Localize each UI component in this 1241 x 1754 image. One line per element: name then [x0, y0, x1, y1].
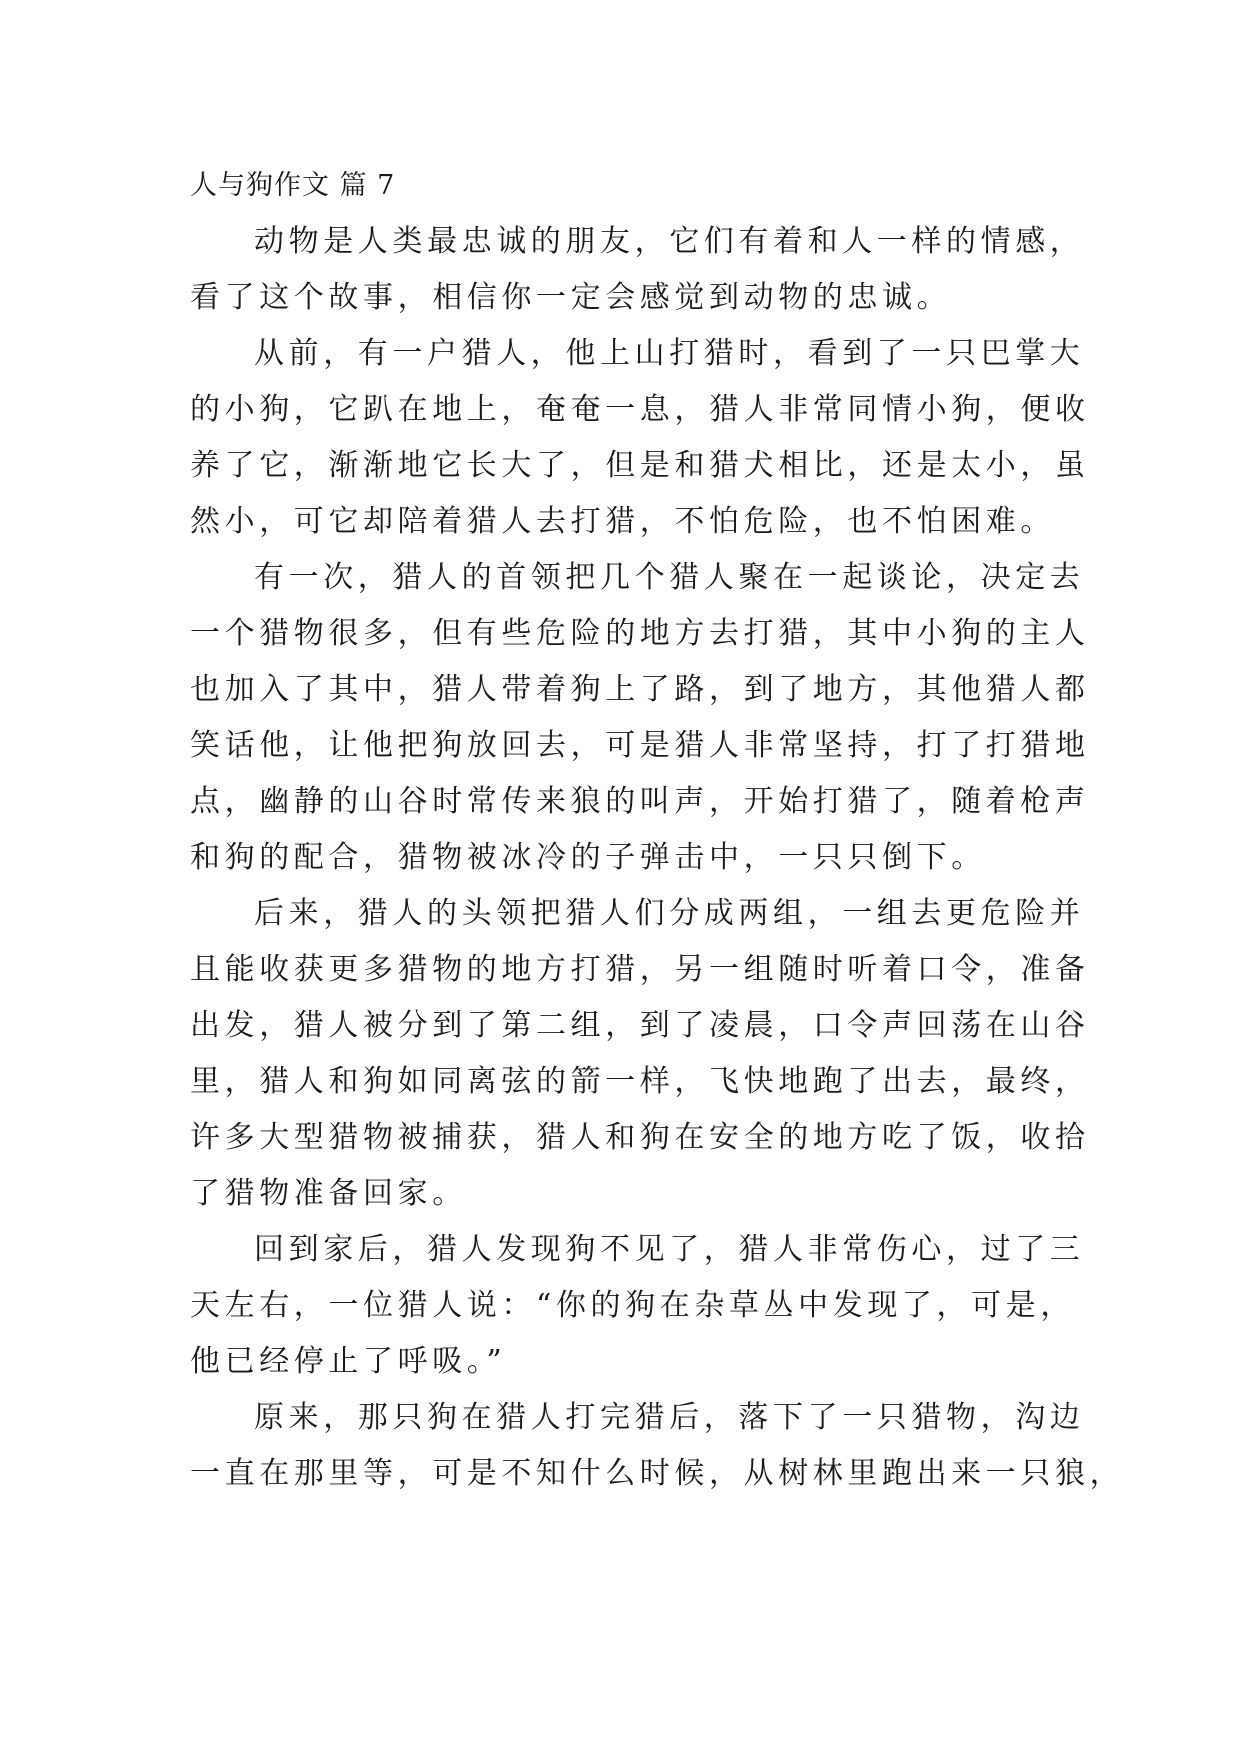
paragraph-line: 从前，有一户猎人，他上山打猎时，看到了一只巴掌大	[254, 336, 1085, 371]
paragraph-line: 动物是人类最忠诚的朋友，它们有着和人一样的情感，	[254, 224, 1085, 259]
paragraph-line: 出发，猎人被分到了第二组，到了凌晨，口令声回荡在山谷	[190, 1008, 1090, 1043]
paragraph-line: 一直在那里等，可是不知什么时候，从树林里跑出来一只狼，	[190, 1456, 1125, 1491]
paragraph-line: 有一次，猎人的首领把几个猎人聚在一起谈论，决定去	[254, 560, 1085, 595]
essay-title: 人与狗作文 篇 7	[190, 170, 396, 201]
paragraph-line: 他已经停止了呼吸。”	[190, 1344, 507, 1379]
paragraph-line: 然小，可它却陪着猎人去打猎，不怕危险，也不怕困难。	[190, 504, 1055, 539]
paragraph-line: 养了它，渐渐地它长大了，但是和猎犬相比，还是太小，虽	[190, 448, 1090, 483]
paragraph-line: 了猎物准备回家。	[190, 1176, 467, 1211]
paragraph-line: 回到家后，猎人发现狗不见了，猎人非常伤心，过了三	[254, 1232, 1085, 1267]
paragraph-line: 和狗的配合，猎物被冰冷的子弹击中，一只只倒下。	[190, 840, 986, 875]
paragraph-line: 且能收获更多猎物的地方打猎，另一组随时听着口令，准备	[190, 952, 1090, 987]
paragraph-line: 原来，那只狗在猎人打完猎后，落下了一只猎物，沟边	[254, 1400, 1085, 1435]
paragraph-line: 天左右，一位猎人说：“你的狗在杂草丛中发现了，可是，	[190, 1288, 1075, 1323]
paragraph-line: 笑话他，让他把狗放回去，可是猎人非常坚持，打了打猎地	[190, 728, 1090, 763]
paragraph-line: 看了这个故事，相信你一定会感觉到动物的忠诚。	[190, 280, 952, 315]
paragraph-line: 的小狗，它趴在地上，奄奄一息，猎人非常同情小狗，便收	[190, 392, 1090, 427]
paragraph-line: 许多大型猎物被捕获，猎人和狗在安全的地方吃了饭，收拾	[190, 1120, 1090, 1155]
paragraph-line: 也加入了其中，猎人带着狗上了路，到了地方，其他猎人都	[190, 672, 1090, 707]
paragraph-line: 一个猎物很多，但有些危险的地方去打猎，其中小狗的主人	[190, 616, 1090, 651]
paragraph-line: 后来，猎人的头领把猎人们分成两组，一组去更危险并	[254, 896, 1085, 931]
paragraph-line: 里，猎人和狗如同离弦的箭一样，飞快地跑了出去，最终，	[190, 1064, 1090, 1099]
paragraph-line: 点，幽静的山谷时常传来狼的叫声，开始打猎了，随着枪声	[190, 784, 1090, 819]
